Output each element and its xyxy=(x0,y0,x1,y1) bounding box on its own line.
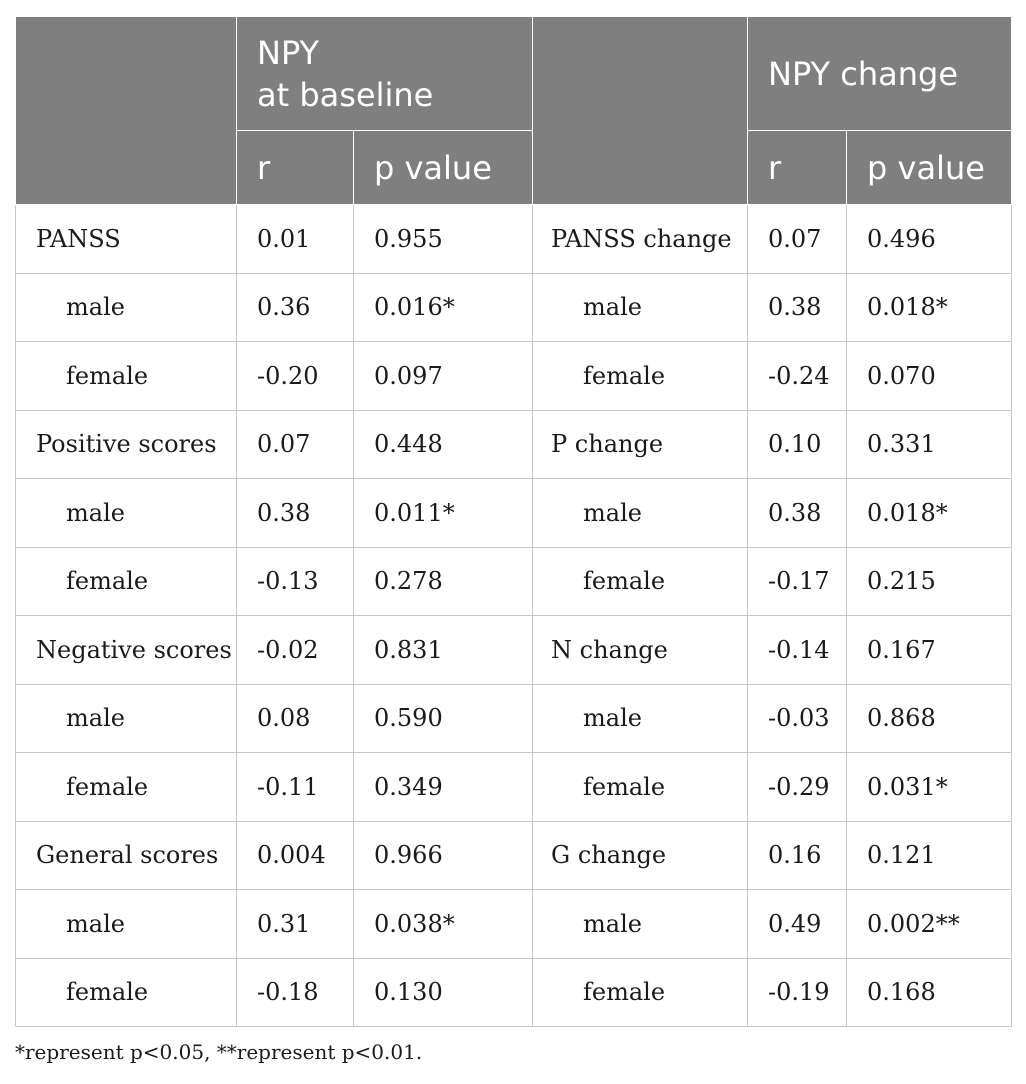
r-value-change: -0.14 xyxy=(748,616,847,685)
p-value-baseline: 0.590 xyxy=(354,684,533,753)
r-value-baseline: -0.13 xyxy=(237,547,354,616)
r-value-baseline: 0.004 xyxy=(237,821,354,890)
p-value-baseline: 0.349 xyxy=(354,753,533,822)
r-value-baseline: 0.36 xyxy=(237,273,354,342)
p-value-change: 0.018* xyxy=(847,273,1012,342)
header-r-change: r xyxy=(748,131,847,205)
row-label-baseline: PANSS xyxy=(16,205,237,274)
table-header xyxy=(16,17,1012,205)
r-value-baseline: 0.38 xyxy=(237,479,354,548)
header-corner-mid xyxy=(533,17,748,205)
p-value-baseline: 0.038* xyxy=(354,890,533,959)
p-value-baseline: 0.016* xyxy=(354,273,533,342)
p-value-change: 0.496 xyxy=(847,205,1012,274)
p-value-baseline: 0.966 xyxy=(354,821,533,890)
row-label-change: female xyxy=(533,958,748,1027)
r-value-baseline: -0.11 xyxy=(237,753,354,822)
r-value-baseline: 0.08 xyxy=(237,684,354,753)
r-value-baseline: -0.20 xyxy=(237,342,354,411)
row-label-baseline: male xyxy=(16,684,237,753)
header-npy-baseline-line2: at baseline xyxy=(257,75,434,114)
r-value-change: -0.29 xyxy=(748,753,847,822)
row-label-baseline: male xyxy=(16,890,237,959)
r-value-change: -0.19 xyxy=(748,958,847,1027)
header-npy-baseline-line1: NPY xyxy=(257,33,320,72)
table-row xyxy=(16,890,1012,959)
r-value-baseline: -0.02 xyxy=(237,616,354,685)
row-label-baseline: female xyxy=(16,958,237,1027)
p-value-baseline: 0.448 xyxy=(354,410,533,479)
p-value-baseline: 0.831 xyxy=(354,616,533,685)
table-row xyxy=(16,342,1012,411)
correlation-table xyxy=(15,16,1012,1027)
header-row-top xyxy=(16,17,1012,131)
r-value-change: 0.38 xyxy=(748,479,847,548)
p-value-baseline: 0.130 xyxy=(354,958,533,1027)
table-row xyxy=(16,547,1012,616)
table-row xyxy=(16,616,1012,685)
p-value-change: 0.031* xyxy=(847,753,1012,822)
footnote: *represent p<0.05, **represent p<0.01. xyxy=(15,1040,423,1064)
table-row xyxy=(16,205,1012,274)
r-value-baseline: 0.07 xyxy=(237,410,354,479)
table-row xyxy=(16,753,1012,822)
r-value-change: -0.03 xyxy=(748,684,847,753)
table-row xyxy=(16,273,1012,342)
p-value-baseline: 0.278 xyxy=(354,547,533,616)
row-label-baseline: Negative scores xyxy=(16,616,237,685)
header-p-baseline: p value xyxy=(354,131,533,205)
table-row xyxy=(16,821,1012,890)
r-value-change: -0.24 xyxy=(748,342,847,411)
table-row xyxy=(16,479,1012,548)
r-value-change: 0.16 xyxy=(748,821,847,890)
r-value-change: 0.10 xyxy=(748,410,847,479)
table-row xyxy=(16,410,1012,479)
row-label-baseline: Positive scores xyxy=(16,410,237,479)
header-p-change: p value xyxy=(847,131,1012,205)
row-label-change: male xyxy=(533,273,748,342)
row-label-change: P change xyxy=(533,410,748,479)
row-label-change: N change xyxy=(533,616,748,685)
r-value-baseline: 0.31 xyxy=(237,890,354,959)
row-label-change: female xyxy=(533,342,748,411)
row-label-change: PANSS change xyxy=(533,205,748,274)
p-value-baseline: 0.011* xyxy=(354,479,533,548)
p-value-change: 0.215 xyxy=(847,547,1012,616)
header-r-baseline: r xyxy=(237,131,354,205)
p-value-baseline: 0.097 xyxy=(354,342,533,411)
p-value-change: 0.868 xyxy=(847,684,1012,753)
p-value-change: 0.002** xyxy=(847,890,1012,959)
r-value-change: 0.49 xyxy=(748,890,847,959)
p-value-change: 0.018* xyxy=(847,479,1012,548)
row-label-change: male xyxy=(533,479,748,548)
row-label-baseline: male xyxy=(16,479,237,548)
header-npy-baseline xyxy=(237,17,533,131)
table-row xyxy=(16,958,1012,1027)
r-value-change: -0.17 xyxy=(748,547,847,616)
r-value-change: 0.38 xyxy=(748,273,847,342)
r-value-baseline: -0.18 xyxy=(237,958,354,1027)
row-label-baseline: female xyxy=(16,547,237,616)
table-row xyxy=(16,684,1012,753)
p-value-change: 0.331 xyxy=(847,410,1012,479)
table-body xyxy=(16,205,1012,1027)
header-corner-left xyxy=(16,17,237,205)
p-value-baseline: 0.955 xyxy=(354,205,533,274)
p-value-change: 0.121 xyxy=(847,821,1012,890)
row-label-baseline: female xyxy=(16,342,237,411)
header-npy-change: NPY change xyxy=(748,17,1012,131)
row-label-baseline: female xyxy=(16,753,237,822)
row-label-change: female xyxy=(533,547,748,616)
p-value-change: 0.167 xyxy=(847,616,1012,685)
row-label-change: male xyxy=(533,890,748,959)
row-label-baseline: General scores xyxy=(16,821,237,890)
row-label-change: male xyxy=(533,684,748,753)
p-value-change: 0.168 xyxy=(847,958,1012,1027)
row-label-change: G change xyxy=(533,821,748,890)
r-value-baseline: 0.01 xyxy=(237,205,354,274)
row-label-change: female xyxy=(533,753,748,822)
r-value-change: 0.07 xyxy=(748,205,847,274)
row-label-baseline: male xyxy=(16,273,237,342)
p-value-change: 0.070 xyxy=(847,342,1012,411)
